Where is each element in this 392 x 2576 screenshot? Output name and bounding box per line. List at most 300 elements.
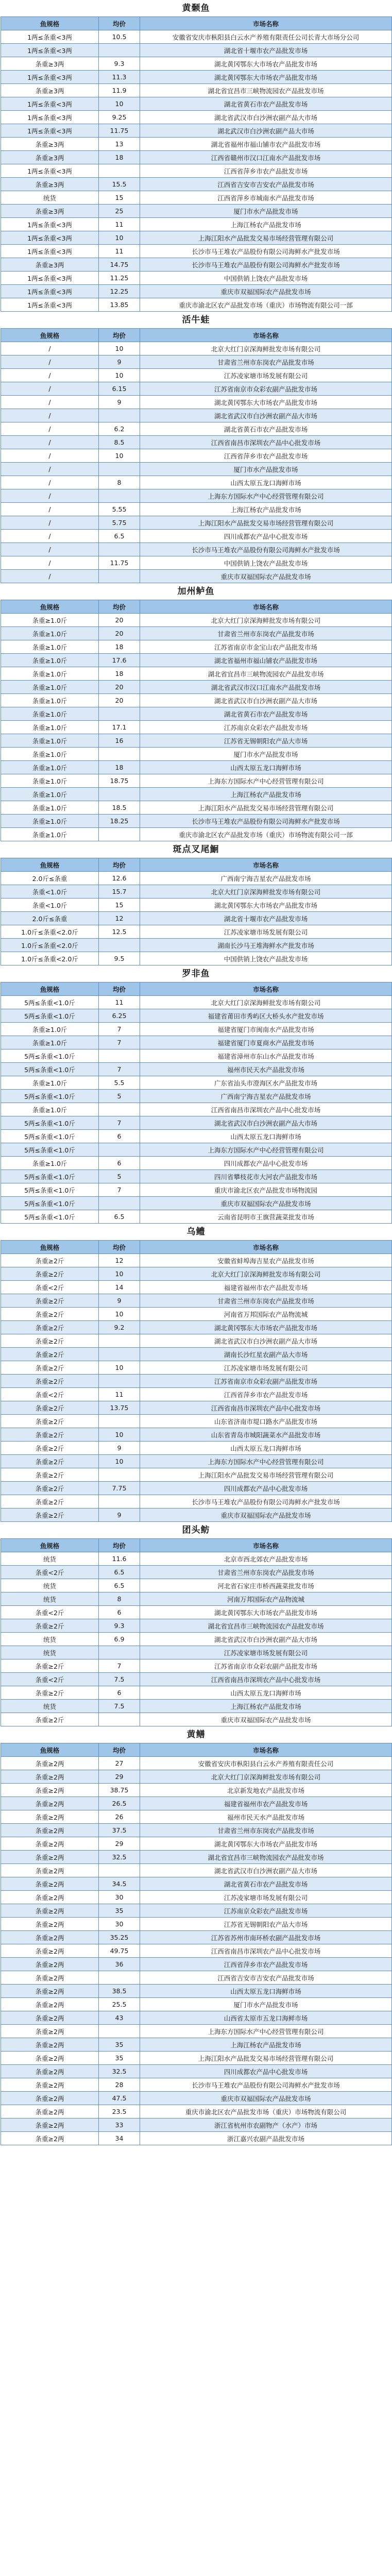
table-row — [1, 1294, 392, 1308]
cell-market: 湖北黄冈鄂东大市场农产品批发市场 — [140, 1606, 392, 1619]
table-row — [1, 1063, 392, 1076]
cell-price: 6.5 — [99, 1210, 140, 1224]
table-row — [1, 1891, 392, 1904]
cell-price — [99, 570, 140, 583]
cell-spec: / — [1, 436, 99, 449]
species-section — [0, 312, 392, 583]
cell-market: 重庆市双福国际农产品批发市场 — [140, 1713, 392, 1726]
table-row — [1, 1646, 392, 1659]
cell-spec: 统货 — [1, 1633, 99, 1646]
cell-price: 43 — [99, 2011, 140, 2025]
table-row — [1, 1971, 392, 1985]
cell-spec: 条重≥2两 — [1, 1985, 99, 1998]
cell-spec: 条重≥2斤 — [1, 1415, 99, 1428]
cell-spec: 条重≥1.0斤 — [1, 788, 99, 801]
cell-spec: 条重≥3两 — [1, 138, 99, 151]
col-header-price: 均价 — [99, 858, 140, 872]
cell-market: 湖北省宜昌市三峡物流园农产品批发市场 — [140, 1619, 392, 1633]
cell-market: 重庆市双福国际农产品批发市场 — [140, 570, 392, 583]
table-row — [1, 298, 392, 312]
table-row — [1, 748, 392, 761]
table-row — [1, 1495, 392, 1509]
cell-price — [99, 748, 140, 761]
cell-market: 长沙市马王堆农产品股份有限公司海鲜水产批发市场 — [140, 245, 392, 258]
table-row — [1, 1009, 392, 1023]
table-row — [1, 1931, 392, 1944]
cell-spec: 条重≥1.0斤 — [1, 1076, 99, 1090]
table-row — [1, 734, 392, 748]
cell-price: 20 — [99, 614, 140, 627]
table-row — [1, 654, 392, 667]
cell-spec: 5两≤条重<1.0斤 — [1, 996, 99, 1009]
cell-market: 福建省漳州市东山水产品批发市场 — [140, 1049, 392, 1063]
cell-price — [99, 463, 140, 476]
col-header-market: 市场名称 — [140, 1539, 392, 1552]
cell-spec: 条重≥1.0斤 — [1, 654, 99, 667]
table-row — [1, 2038, 392, 2052]
cell-price: 18 — [99, 761, 140, 774]
cell-market: 上海江阳水产品批发交易市场经营管理有限公司 — [140, 516, 392, 530]
table-row — [1, 996, 392, 1009]
table-row — [1, 57, 392, 71]
table-row — [1, 1633, 392, 1646]
cell-market: 湖北省宜昌市三峡物流园农产品批发市场 — [140, 667, 392, 681]
cell-market: 山西太原五龙口海鲜市场 — [140, 476, 392, 489]
cell-price: 25 — [99, 205, 140, 218]
cell-market: 中国供销上饶农产品批发市场 — [140, 952, 392, 965]
cell-market: 湖北省宜昌市三峡物流园农产品批发市场 — [140, 84, 392, 97]
cell-price: 35 — [99, 1904, 140, 1918]
cell-spec: 条重≥2斤 — [1, 1509, 99, 1522]
col-header-spec: 鱼规格 — [1, 858, 99, 872]
cell-market: 上海江杨农产品批发市场 — [140, 788, 392, 801]
cell-price: 5 — [99, 1170, 140, 1183]
cell-price: 30 — [99, 1891, 140, 1904]
table-row — [1, 1985, 392, 1998]
cell-price: 11.75 — [99, 556, 140, 570]
cell-price: 12 — [99, 912, 140, 925]
cell-spec: 1两≤条重<3两 — [1, 124, 99, 138]
table-row — [1, 667, 392, 681]
cell-spec: 条重≥1.0斤 — [1, 707, 99, 721]
table-row — [1, 788, 392, 801]
cell-price — [99, 828, 140, 841]
cell-market: 江苏凌家塘市场发展有限公司 — [140, 1361, 392, 1375]
table-row — [1, 570, 392, 583]
table-row — [1, 1428, 392, 1442]
table-row — [1, 1103, 392, 1116]
cell-price: 13.85 — [99, 298, 140, 312]
cell-price: 35 — [99, 2038, 140, 2052]
table-row — [1, 1784, 392, 1797]
table-row — [1, 627, 392, 640]
cell-market: 河北省石家庄市桥西蔬菜批发市场 — [140, 1579, 392, 1592]
cell-market: 湖北省黄石市农产品批发市场 — [140, 422, 392, 436]
cell-spec: / — [1, 516, 99, 530]
cell-spec: 条重≥3两 — [1, 258, 99, 272]
table-row — [1, 1308, 392, 1321]
cell-market: 湖北省武汉市白沙洲农副产品大市场 — [140, 694, 392, 707]
cell-price: 30 — [99, 1918, 140, 1931]
cell-price: 6 — [99, 1606, 140, 1619]
table-row — [1, 422, 392, 436]
cell-spec: 条重≥2两 — [1, 1958, 99, 1971]
cell-spec: / — [1, 369, 99, 382]
cell-market: 山西太原五龙口海鲜市场 — [140, 1442, 392, 1455]
cell-market: 湖北黄冈鄂东大市场农产品批发市场 — [140, 57, 392, 71]
section-title: 活牛蛙 — [182, 315, 210, 325]
species-section — [0, 583, 392, 841]
cell-spec: 条重≥2两 — [1, 1837, 99, 1851]
cell-market: 北京市西北郊农产品批发市场 — [140, 1552, 392, 1566]
cell-spec: 条重≥2两 — [1, 1971, 99, 1985]
cell-market: 厦门市水产品批发市场 — [140, 463, 392, 476]
cell-spec: 条重<1.0斤 — [1, 899, 99, 912]
table-row — [1, 355, 392, 369]
cell-price — [99, 1713, 140, 1726]
cell-market: 甘肃省兰州市东岗农产品批发市场 — [140, 1566, 392, 1579]
cell-price: 5.5 — [99, 1076, 140, 1090]
table-row — [1, 1388, 392, 1401]
cell-spec: 条重≥2两 — [1, 1784, 99, 1797]
col-header-market: 市场名称 — [140, 17, 392, 30]
table-row — [1, 1321, 392, 1334]
cell-spec: 条重≥1.0斤 — [1, 748, 99, 761]
cell-spec: 统货 — [1, 1552, 99, 1566]
cell-market: 上海东方国际水产中心经营管理有限公司 — [140, 774, 392, 788]
cell-market: 湖北省黄石市农产品批发市场 — [140, 97, 392, 111]
cell-spec: 条重≥2斤 — [1, 1713, 99, 1726]
table-row — [1, 1757, 392, 1770]
cell-price: 9 — [99, 1442, 140, 1455]
cell-spec: 条重<2斤 — [1, 1566, 99, 1579]
cell-price — [99, 1334, 140, 1348]
table-row — [1, 30, 392, 44]
table-row — [1, 84, 392, 97]
header-row — [1, 329, 392, 342]
cell-price: 9 — [99, 396, 140, 409]
cell-market: 重庆市双福国际农产品批发市场 — [140, 2092, 392, 2105]
cell-price: 11 — [99, 218, 140, 231]
cell-price — [99, 164, 140, 178]
cell-price — [99, 1495, 140, 1509]
cell-spec: 条重<2斤 — [1, 1606, 99, 1619]
cell-market: 上海江阳水产品批发交易市场经营管理有限公司 — [140, 1468, 392, 1482]
table-row — [1, 138, 392, 151]
cell-spec: 2.0斤≤条重 — [1, 912, 99, 925]
cell-market: 山东省济南市堤口路水产品批发市场 — [140, 1415, 392, 1428]
cell-price: 9.5 — [99, 952, 140, 965]
table-row — [1, 1076, 392, 1090]
cell-price — [99, 409, 140, 422]
cell-spec: 条重≥2两 — [1, 2038, 99, 2052]
cell-market: 江苏省南京市众彩农副产品批发市场 — [140, 1659, 392, 1673]
cell-market: 湖北黄冈鄂东大市场农产品批发市场 — [140, 396, 392, 409]
cell-price: 29 — [99, 1770, 140, 1784]
table-row — [1, 164, 392, 178]
cell-price — [99, 1143, 140, 1157]
cell-market: 湖北省宜昌市三峡物流园农产品批发市场 — [140, 1851, 392, 1864]
cell-price — [99, 1864, 140, 1877]
cell-spec: / — [1, 396, 99, 409]
table-row — [1, 614, 392, 627]
table-row — [1, 1468, 392, 1482]
cell-price: 15.7 — [99, 885, 140, 899]
cell-spec: / — [1, 449, 99, 463]
cell-market: 福建省莆田市秀屿区大桥头水产批发市场 — [140, 1009, 392, 1023]
table-row — [1, 556, 392, 570]
col-header-price: 均价 — [99, 1539, 140, 1552]
table-row — [1, 1455, 392, 1468]
cell-price: 29 — [99, 1837, 140, 1851]
cell-price — [99, 1971, 140, 1985]
cell-spec: 条重<2斤 — [1, 1388, 99, 1401]
cell-spec: 条重<1.0斤 — [1, 885, 99, 899]
cell-price: 17.6 — [99, 654, 140, 667]
cell-market: 北京新发地农产品批发市场 — [140, 1784, 392, 1797]
cell-price — [99, 1197, 140, 1210]
cell-market: 江苏凌家塘市场发展有限公司 — [140, 925, 392, 939]
table-row — [1, 1579, 392, 1592]
table-row — [1, 1619, 392, 1633]
section-title: 黄鳝 — [186, 1730, 206, 1740]
cell-spec: 条重≥2两 — [1, 2092, 99, 2105]
table-row — [1, 761, 392, 774]
cell-price: 10 — [99, 369, 140, 382]
cell-market: 湖北武汉市白沙洲农副产品大市场 — [140, 124, 392, 138]
cell-price: 9.25 — [99, 111, 140, 124]
cell-market: 河南万邦国际农产品物流城 — [140, 1592, 392, 1606]
table-row — [1, 640, 392, 654]
price-table — [1, 16, 392, 312]
cell-price: 11 — [99, 1388, 140, 1401]
header-row — [1, 17, 392, 30]
header-row — [1, 1539, 392, 1552]
cell-market: 上海江阳水产品批发交易市场经营管理有限公司 — [140, 801, 392, 815]
col-header-market: 市场名称 — [140, 1241, 392, 1254]
species-section — [0, 1522, 392, 1726]
cell-market: 上海东方国际水产中心经营管理有限公司 — [140, 1455, 392, 1468]
table-row — [1, 1606, 392, 1619]
cell-market: 湖北省福州市福山铺市农产品批发市场 — [140, 138, 392, 151]
species-section — [0, 841, 392, 965]
cell-price: 36 — [99, 1958, 140, 1971]
cell-price: 10.5 — [99, 30, 140, 44]
cell-price: 7.75 — [99, 1482, 140, 1495]
cell-price: 11.75 — [99, 124, 140, 138]
cell-market: 湖北省黄石市农产品批发市场 — [140, 1877, 392, 1891]
cell-market: 四川成都农产品中心批发市场 — [140, 2065, 392, 2078]
table-row — [1, 1334, 392, 1348]
cell-spec: 1两≤条重<3两 — [1, 164, 99, 178]
cell-price — [99, 1049, 140, 1063]
table-row — [1, 1348, 392, 1361]
col-header-price: 均价 — [99, 1743, 140, 1757]
col-header-price: 均价 — [99, 982, 140, 996]
cell-spec: 条重≥2两 — [1, 2052, 99, 2065]
cell-market: 甘肃省兰州市东岗农产品批发市场 — [140, 1294, 392, 1308]
col-header-price: 均价 — [99, 329, 140, 342]
cell-spec: 条重≥2两 — [1, 1877, 99, 1891]
cell-spec: 条重≥1.0斤 — [1, 815, 99, 828]
cell-price: 14 — [99, 1281, 140, 1294]
cell-spec: / — [1, 422, 99, 436]
cell-spec: / — [1, 463, 99, 476]
cell-price: 9 — [99, 1509, 140, 1522]
cell-price: 15 — [99, 899, 140, 912]
cell-market: 广东省汕头市澄海区水产品批发市场 — [140, 1076, 392, 1090]
cell-market: 江苏凌家塘市场发展有限公司 — [140, 369, 392, 382]
table-row — [1, 245, 392, 258]
cell-price: 20 — [99, 627, 140, 640]
cell-price: 10 — [99, 1361, 140, 1375]
table-row — [1, 1210, 392, 1224]
cell-price: 26 — [99, 1810, 140, 1824]
cell-price: 15 — [99, 191, 140, 205]
cell-market: 江西省萍乡市农产品批发市场 — [140, 449, 392, 463]
cell-price — [99, 543, 140, 556]
cell-market: 江苏省苏州市南环桥农副产品批发市场 — [140, 1931, 392, 1944]
col-header-spec: 鱼规格 — [1, 329, 99, 342]
section-title: 加州鲈鱼 — [177, 586, 215, 597]
cell-spec: 条重≥2斤 — [1, 1455, 99, 1468]
cell-price: 12 — [99, 1254, 140, 1267]
cell-market: 安徽省蚌埠海吉星农产品批发市场 — [140, 1254, 392, 1267]
col-header-price: 均价 — [99, 17, 140, 30]
cell-market: 福建省福州市农产品批发市场 — [140, 1797, 392, 1810]
table-row — [1, 530, 392, 543]
cell-market: 江西省南昌市深圳农产品中心批发市场 — [140, 1401, 392, 1415]
cell-market: 上海东方国际水产中心经营管理有限公司 — [140, 1143, 392, 1157]
cell-market: 江西省南昌市深圳农产品中心批发市场 — [140, 1944, 392, 1958]
section-title: 罗非鱼 — [182, 969, 210, 979]
cell-price: 6 — [99, 1130, 140, 1143]
cell-price — [99, 788, 140, 801]
cell-market: 江苏省南京市金宝山农产品批发市场 — [140, 640, 392, 654]
table-row — [1, 899, 392, 912]
cell-price: 6.5 — [99, 1579, 140, 1592]
section-title: 乌鳢 — [186, 1227, 206, 1237]
cell-price: 26.5 — [99, 1797, 140, 1810]
cell-market: 山西太原五龙口海鲜市场 — [140, 1686, 392, 1700]
cell-spec: 条重≥1.0斤 — [1, 1103, 99, 1116]
cell-market: 浙江省杭州市农副物产（水产）市场 — [140, 2119, 392, 2132]
cell-market: 湖北省黄石市农产品批发市场 — [140, 707, 392, 721]
table-row — [1, 828, 392, 841]
table-row — [1, 516, 392, 530]
cell-price: 7 — [99, 1023, 140, 1036]
cell-price: 9.3 — [99, 57, 140, 71]
cell-spec: 1两≤条重<3两 — [1, 218, 99, 231]
cell-spec: 1两≤条重<3两 — [1, 272, 99, 285]
cell-spec: 条重≥2两 — [1, 1944, 99, 1958]
cell-spec: 条重≥2斤 — [1, 1659, 99, 1673]
cell-spec: 条重≥2斤 — [1, 1482, 99, 1495]
cell-price — [99, 1415, 140, 1428]
cell-market: 福建省厦门市闽南水产品批发市场 — [140, 1023, 392, 1036]
cell-spec: 条重≥2两 — [1, 1810, 99, 1824]
cell-spec: 条重≥2两 — [1, 2105, 99, 2119]
table-row — [1, 1130, 392, 1143]
table-row — [1, 2119, 392, 2132]
cell-price: 32.5 — [99, 2065, 140, 2078]
cell-price: 10 — [99, 1455, 140, 1468]
table-row — [1, 1281, 392, 1294]
table-row — [1, 815, 392, 828]
cell-market: 山西太原五龙口海鲜市场 — [140, 1130, 392, 1143]
header-row — [1, 982, 392, 996]
cell-spec: 条重≥2两 — [1, 2065, 99, 2078]
table-row — [1, 543, 392, 556]
cell-price: 8 — [99, 1592, 140, 1606]
cell-spec: / — [1, 342, 99, 355]
table-row — [1, 872, 392, 885]
cell-market: 福建省福州市农产品批发市场 — [140, 1281, 392, 1294]
table-row — [1, 774, 392, 788]
cell-market: 福建省厦门市夏商水产品批发市场 — [140, 1036, 392, 1049]
table-row — [1, 178, 392, 191]
table-row — [1, 285, 392, 298]
cell-market: 四川成都农产品中心批发市场 — [140, 1482, 392, 1495]
cell-spec: 条重≥2两 — [1, 2011, 99, 2025]
cell-market: 湖北省武汉市白沙洲农副产品大市场 — [140, 1334, 392, 1348]
col-header-market: 市场名称 — [140, 982, 392, 996]
cell-price: 9.2 — [99, 1321, 140, 1334]
table-row — [1, 503, 392, 516]
table-row — [1, 1090, 392, 1103]
cell-market: 湖北黄冈鄂东大市场农产品批发市场 — [140, 899, 392, 912]
cell-spec: 1两≤条重<3两 — [1, 231, 99, 245]
cell-market: 上海江杨农产品批发市场 — [140, 503, 392, 516]
cell-market: 重庆市渝北区农产品批发市场（重庆）市场物流有限公司一部 — [140, 828, 392, 841]
species-section — [0, 965, 392, 1224]
cell-spec: 条重≥2两 — [1, 1757, 99, 1770]
table-row — [1, 218, 392, 231]
cell-price: 12.25 — [99, 285, 140, 298]
table-row — [1, 476, 392, 489]
cell-spec: 条重≥1.0斤 — [1, 828, 99, 841]
cell-market: 江苏省南京市众彩农副产品批发市场 — [140, 1375, 392, 1388]
cell-market: 湖北省十堰市农产品批发市场 — [140, 44, 392, 57]
cell-spec: 条重≥1.0斤 — [1, 667, 99, 681]
col-header-spec: 鱼规格 — [1, 600, 99, 614]
table-row — [1, 939, 392, 952]
cell-market: 甘肃省兰州市东岗农产品批发市场 — [140, 627, 392, 640]
cell-price — [99, 1646, 140, 1659]
price-table — [1, 982, 392, 1224]
cell-price: 7 — [99, 1116, 140, 1130]
cell-price: 8.5 — [99, 436, 140, 449]
cell-spec: 1两≤条重<3两 — [1, 245, 99, 258]
cell-price: 18 — [99, 667, 140, 681]
cell-spec: / — [1, 503, 99, 516]
cell-spec: 条重≥1.0斤 — [1, 1157, 99, 1170]
table-row — [1, 1877, 392, 1891]
cell-market: 江西省吉安市吉安农产品批发市场 — [140, 178, 392, 191]
price-table — [1, 858, 392, 965]
cell-price: 10 — [99, 1267, 140, 1281]
cell-market: 北京大红门京深海鲜批发市场有限公司 — [140, 885, 392, 899]
table-row — [1, 2105, 392, 2119]
cell-spec: 条重≥2两 — [1, 1998, 99, 2011]
cell-market: 湖北省武汉市汉口江南水产品批发市场 — [140, 681, 392, 694]
cell-price: 10 — [99, 1308, 140, 1321]
table-row — [1, 1552, 392, 1566]
cell-price: 6 — [99, 1157, 140, 1170]
table-row — [1, 912, 392, 925]
cell-market: 北京大红门京深海鲜批发市场有限公司 — [140, 614, 392, 627]
table-row — [1, 111, 392, 124]
